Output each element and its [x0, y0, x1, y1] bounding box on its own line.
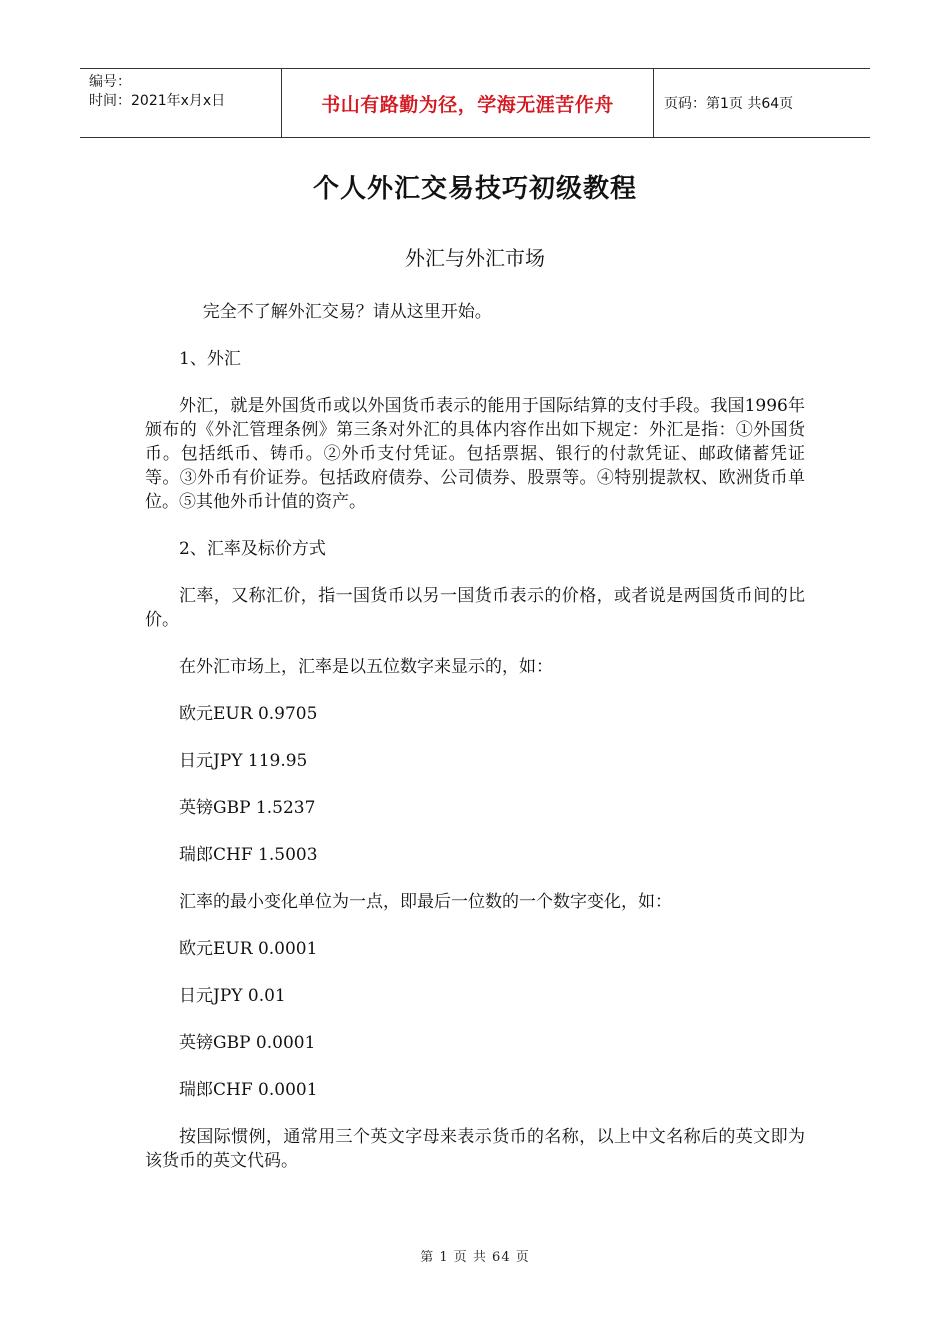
exchange-rate-definition-paragraph: 汇率，又称汇价，指一国货币以另一国货币表示的价格，或者说是两国货币间的比价。	[145, 586, 805, 630]
rate-example-eur: 欧元EUR 0.9705	[179, 704, 318, 724]
section-heading-forex: 1、外汇	[179, 349, 241, 369]
document-number-label: 编号：	[89, 74, 131, 90]
pip-example-eur: 欧元EUR 0.0001	[179, 939, 318, 959]
rate-example-chf: 瑞郎CHF 1.5003	[179, 845, 318, 865]
header-motto-cell	[281, 69, 654, 137]
document-time-label: 时间：2021年x月x日	[89, 93, 226, 109]
rate-example-jpy: 日元JPY 119.95	[179, 751, 308, 771]
intro-paragraph: 完全不了解外汇交易？请从这里开始。	[202, 302, 492, 322]
header-motto: 书山有路勤为径，学海无涯苦作舟	[321, 93, 614, 116]
five-digit-intro-paragraph: 在外汇市场上，汇率是以五位数字来显示的，如：	[179, 657, 553, 677]
header-page-cell	[654, 69, 870, 137]
page-footer: 第 1 页 共 64 页	[420, 1250, 530, 1265]
header-page-info: 页码：第1页 共64页	[664, 96, 794, 112]
document-subtitle: 外汇与外汇市场	[405, 246, 545, 270]
pip-intro-paragraph: 汇率的最小变化单位为一点，即最后一位数的一个数字变化，如：	[179, 892, 672, 912]
currency-code-paragraph: 按国际惯例，通常用三个英文字母来表示货币的名称，以上中文名称后的英文即为该货币的英文代码。	[145, 1127, 805, 1171]
header-table	[80, 68, 870, 138]
header-meta-cell	[80, 69, 281, 137]
section-heading-exchange-rate: 2、汇率及标价方式	[179, 539, 326, 559]
forex-definition-paragraph: 外汇，就是外国货币或以外国货币表示的能用于国际结算的支付手段。我国1996年颁布的《外汇管理条例》第三条对外汇的具体内容作出如下规定：外汇是指：①外国货币。包括纸币、铸币。②外币支付凭证。包括票据、银行的付款凭证、邮政储蓄凭证等。③外币有价证券。包括政府债券、公司债券、股票等。④特别提款权、欧洲货币单位。⑤其他外币计值的资产。	[145, 396, 805, 512]
pip-example-chf: 瑞郎CHF 0.0001	[179, 1080, 318, 1100]
document-title: 个人外汇交易技巧初级教程	[312, 174, 637, 204]
pip-example-jpy: 日元JPY 0.01	[179, 986, 286, 1006]
rate-example-gbp: 英镑GBP 1.5237	[179, 798, 316, 818]
document-body	[145, 300, 805, 1196]
pip-example-gbp: 英镑GBP 0.0001	[179, 1033, 316, 1053]
